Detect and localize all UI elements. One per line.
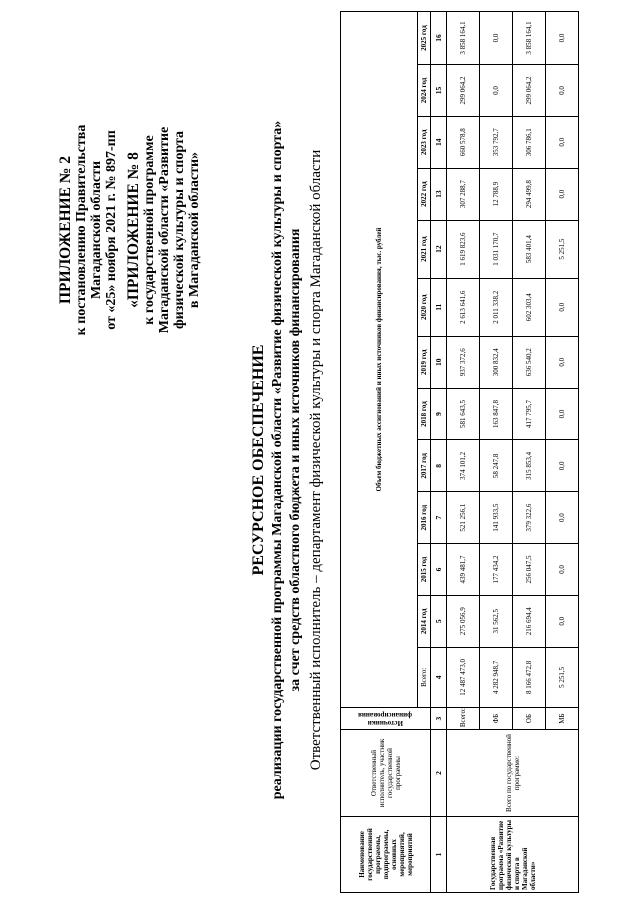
source-cell: ОБ (513, 707, 546, 729)
header-year: 2018 год (418, 388, 431, 440)
header-year: 2023 год (418, 116, 431, 168)
appendix-line: к государственной программе (142, 135, 157, 325)
value-cell: 12 788,9 (480, 168, 513, 220)
header-source: Источники финансирования (341, 707, 431, 729)
appendix-header (58, 60, 202, 400)
col-number: 14 (431, 116, 447, 168)
value-cell: 2 613 641,6 (447, 278, 480, 336)
value-cell: 0,0 (546, 440, 579, 492)
col-number: 12 (431, 220, 447, 278)
value-cell: 0,0 (546, 492, 579, 544)
value-cell: 636 540,2 (513, 336, 546, 388)
program-name-cell: Государственная программа «Развитие физической культуры и спорта в Магаданской области» (447, 816, 579, 892)
value-cell: 5 251,5 (546, 220, 579, 278)
table-row (447, 12, 480, 893)
value-cell: 0,0 (546, 116, 579, 168)
value-cell: 521 256,1 (447, 492, 480, 544)
source-cell: ФБ (480, 707, 513, 729)
col-number: 8 (431, 440, 447, 492)
col-number: 5 (431, 595, 447, 647)
col-number: 4 (431, 647, 447, 707)
value-cell: 299 064,2 (447, 65, 480, 117)
value-cell: 3 858 164,1 (447, 12, 480, 65)
value-cell: 2 011 338,2 (480, 278, 513, 336)
value-cell: 163 847,8 (480, 388, 513, 440)
col-number: 6 (431, 544, 447, 596)
header-year: 2015 год (418, 544, 431, 596)
value-cell: 439 481,7 (447, 544, 480, 596)
value-cell: 1 031 170,7 (480, 220, 513, 278)
value-cell: 660 578,8 (447, 116, 480, 168)
value-cell: 0,0 (546, 12, 579, 65)
executor-cell: Всего по государственной программе: (447, 730, 579, 817)
header-year: 2022 год (418, 168, 431, 220)
appendix-line: к постановлению Правительства (74, 124, 89, 336)
header-name: Наименование государственной программы, подпрограммы, основных мероприятий, мероприятий (341, 816, 431, 892)
value-cell: 937 372,6 (447, 336, 480, 388)
value-cell: 306 786,1 (513, 116, 546, 168)
value-cell: 256 047,5 (513, 544, 546, 596)
value-cell: 374 101,2 (447, 440, 480, 492)
value-cell: 0,0 (546, 544, 579, 596)
value-cell: 299 064,2 (513, 65, 546, 117)
appendix-line: Магаданской области (89, 160, 104, 300)
source-cell: МБ (546, 707, 579, 729)
value-cell: 177 434,2 (480, 544, 513, 596)
header-year: 2025 год (418, 12, 431, 65)
col-number: 3 (431, 707, 447, 729)
value-cell: 0,0 (546, 388, 579, 440)
title-line-2: за счет средств областного бюджета и иных источников финансирования (288, 228, 303, 692)
value-cell: 0,0 (546, 595, 579, 647)
value-cell: 307 288,7 (447, 168, 480, 220)
header-year: 2020 год (418, 278, 431, 336)
value-cell: 0,0 (546, 168, 579, 220)
value-cell: 583 401,4 (513, 220, 546, 278)
column-number-row (431, 12, 447, 893)
header-year: 2017 год (418, 440, 431, 492)
table-header-row (341, 12, 418, 893)
header-year: 2021 год (418, 220, 431, 278)
value-cell: 379 322,6 (513, 492, 546, 544)
header-executor: Ответственный исполнитель, участник государственной программы (341, 730, 431, 817)
value-cell: 581 643,5 (447, 388, 480, 440)
value-cell: 300 832,4 (480, 336, 513, 388)
value-cell: 216 694,4 (513, 595, 546, 647)
total-cell: 4 282 948,7 (480, 647, 513, 707)
col-number: 16 (431, 12, 447, 65)
value-cell: 0,0 (480, 12, 513, 65)
source-cell: Всего: (447, 707, 480, 729)
header-year: 2014 год (418, 595, 431, 647)
total-cell: 5 251,5 (546, 647, 579, 707)
value-cell: 0,0 (480, 65, 513, 117)
value-cell: 0,0 (546, 336, 579, 388)
col-number: 2 (431, 730, 447, 817)
col-number: 13 (431, 168, 447, 220)
appendix-title: ПРИЛОЖЕНИЕ № 2 (57, 156, 74, 304)
col-number: 11 (431, 278, 447, 336)
value-cell: 3 858 164,1 (513, 12, 546, 65)
header-total: Всего: (418, 647, 431, 707)
value-cell: 0,0 (546, 65, 579, 117)
total-cell: 8 166 472,8 (513, 647, 546, 707)
value-cell: 1 619 823,6 (447, 220, 480, 278)
value-cell: 315 853,4 (513, 440, 546, 492)
value-cell: 31 562,5 (480, 595, 513, 647)
header-year: 2016 год (418, 492, 431, 544)
header-volume: Объем бюджетных ассигнований и иных источников финансирования, тыс. рублей (341, 12, 418, 708)
appendix-line: физической культуры и спорта (172, 130, 187, 330)
col-number: 9 (431, 388, 447, 440)
value-cell: 353 792,7 (480, 116, 513, 168)
col-number: 1 (431, 816, 447, 892)
resource-table (340, 11, 579, 893)
executor-line: Ответственный исполнитель – департамент физической культуры и спорта Магаданской области (308, 149, 324, 771)
value-cell: 602 303,4 (513, 278, 546, 336)
appendix-line: в Магаданской области» (187, 151, 202, 309)
appendix-line: Магаданской области «Развитие (157, 126, 172, 334)
value-cell: 417 795,7 (513, 388, 546, 440)
value-cell: 294 499,8 (513, 168, 546, 220)
value-cell: 0,0 (546, 278, 579, 336)
document-title: РЕСУРСНОЕ ОБЕСПЕЧЕНИЕ (250, 344, 267, 576)
header-year: 2019 год (418, 336, 431, 388)
col-number: 7 (431, 492, 447, 544)
header-year: 2024 год (418, 65, 431, 117)
program-appendix-title: «ПРИЛОЖЕНИЕ № 8 (125, 152, 142, 308)
appendix-line: от «25» ноября 2021 г. № 897-пп (104, 130, 119, 330)
value-cell: 275 056,9 (447, 595, 480, 647)
col-number: 10 (431, 336, 447, 388)
total-cell: 12 487 473,0 (447, 647, 480, 707)
col-number: 15 (431, 65, 447, 117)
value-cell: 58 247,8 (480, 440, 513, 492)
value-cell: 141 933,5 (480, 492, 513, 544)
title-line-1: реализации государственной программы Магаданской области «Развитие физической культуры и спорта» (270, 120, 285, 800)
